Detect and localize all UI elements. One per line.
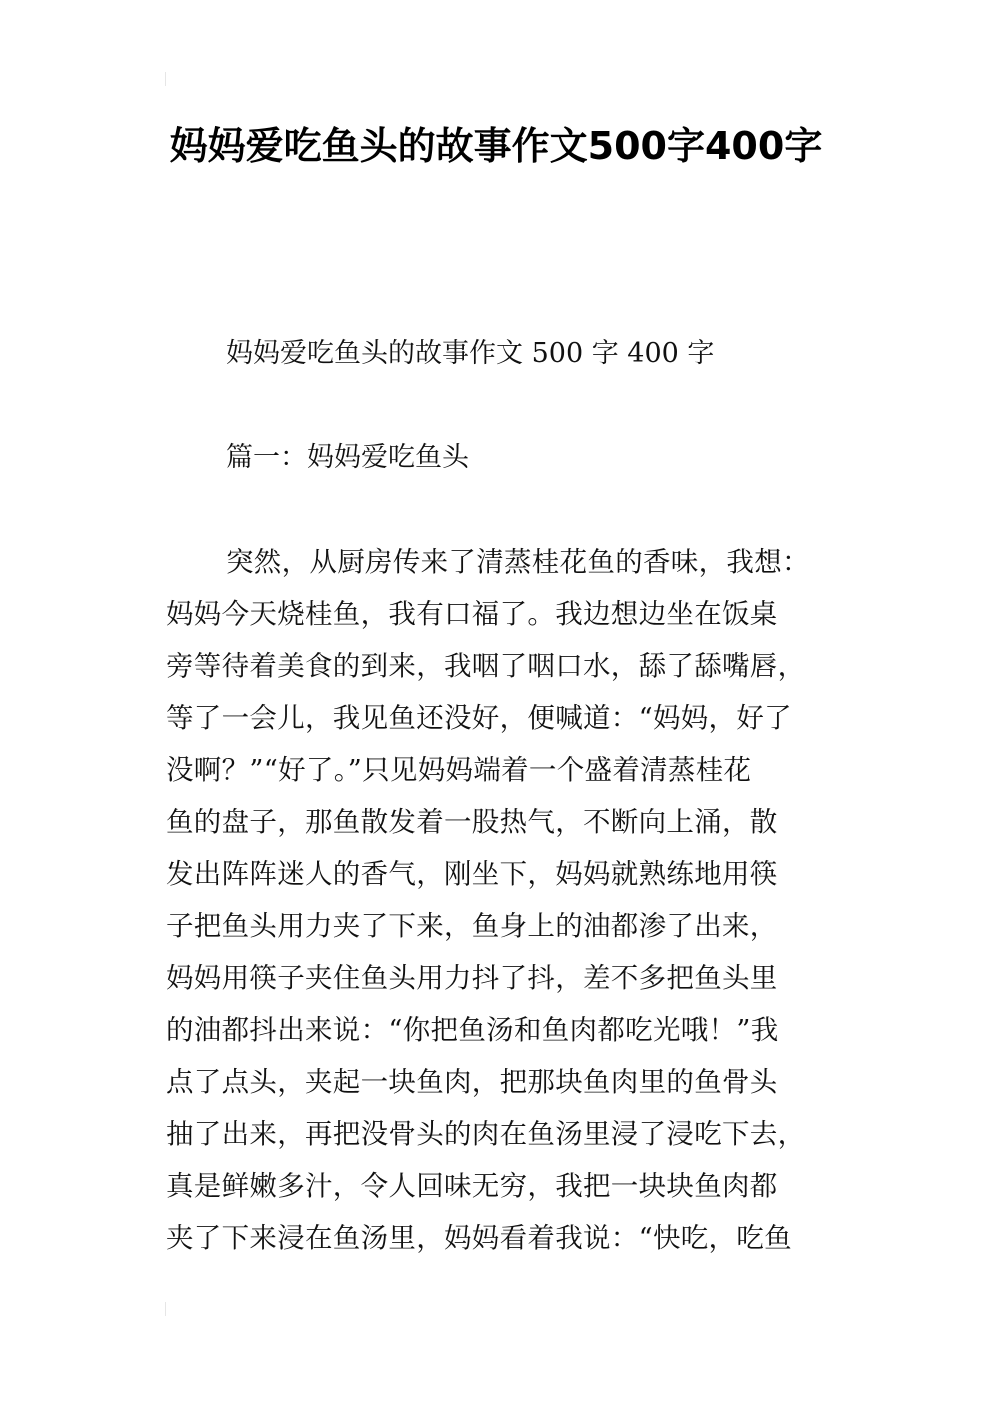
text-line: 旁等待着美食的到来，我咽了咽口水，舔了舔嘴唇， <box>166 650 806 682</box>
page-corner-mark <box>165 1302 166 1316</box>
text-line: 点了点头，夹起一块鱼肉，把那块鱼肉里的鱼骨头 <box>166 1066 778 1098</box>
text-line: 没啊？”“好了。”只见妈妈端着一个盛着清蒸桂花 <box>166 754 752 786</box>
text-line: 突然，从厨房传来了清蒸桂花鱼的香味，我想： <box>226 546 810 578</box>
text-line: 子把鱼头用力夹了下来，鱼身上的油都渗了出来， <box>166 910 778 942</box>
section-heading: 篇一：妈妈爱吃鱼头 <box>226 442 469 473</box>
text-line: 等了一会儿，我见鱼还没好，便喊道：“妈妈，好了 <box>166 702 792 734</box>
text-line: 鱼的盘子，那鱼散发着一股热气，不断向上涌，散 <box>166 806 778 838</box>
text-line: 发出阵阵迷人的香气，刚坐下，妈妈就熟练地用筷 <box>166 858 778 890</box>
text-line: 真是鲜嫩多汁，令人回味无穷，我把一块块鱼肉都 <box>166 1170 778 1202</box>
text-line: 妈妈用筷子夹住鱼头用力抖了抖，差不多把鱼头里 <box>166 962 778 994</box>
text-line: 的油都抖出来说：“你把鱼汤和鱼肉都吃光哦！”我 <box>166 1014 779 1046</box>
page-corner-mark <box>165 72 166 86</box>
text-line: 抽了出来，再把没骨头的肉在鱼汤里浸了浸吃下去， <box>166 1118 806 1150</box>
document-subtitle: 妈妈爱吃鱼头的故事作文 500 字 400 字 <box>226 338 715 369</box>
document-title: 妈妈爱吃鱼头的故事作文500字400字 <box>169 124 823 168</box>
text-line: 妈妈今天烧桂鱼，我有口福了。我边想边坐在饭桌 <box>166 598 778 630</box>
text-line: 夹了下来浸在鱼汤里，妈妈看着我说：“快吃，吃鱼 <box>166 1222 792 1254</box>
body-paragraph <box>166 540 846 1268</box>
